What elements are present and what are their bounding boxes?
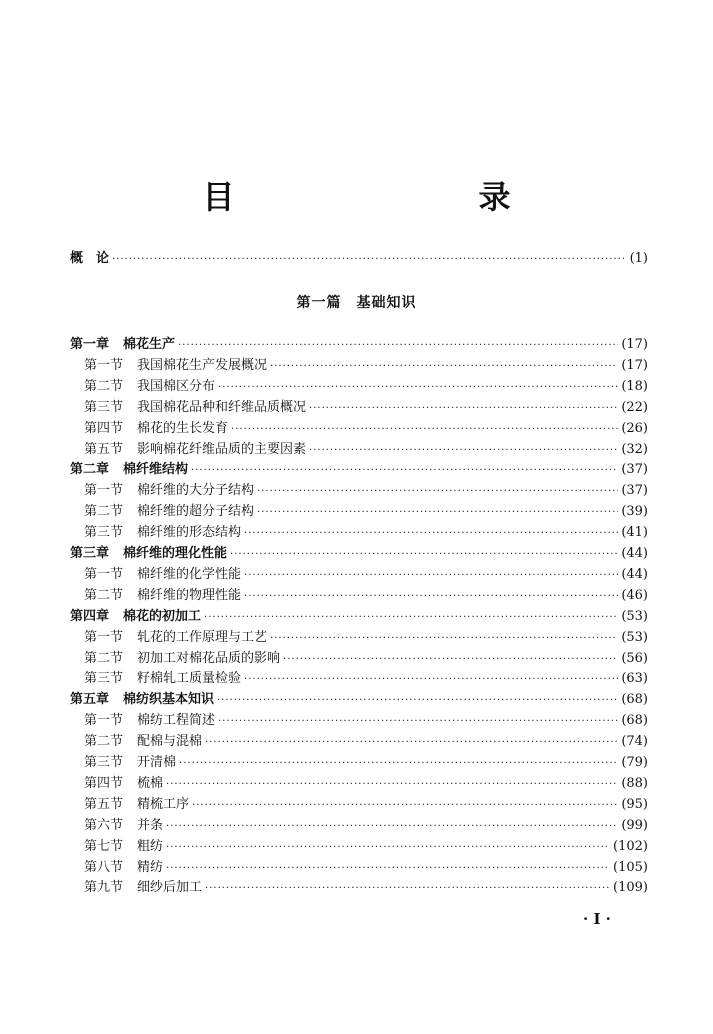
toc-chapter-row <box>70 461 648 479</box>
toc-chapter-row <box>70 608 648 626</box>
leader-dots <box>270 630 618 648</box>
toc-entry-page: (53) <box>621 630 648 645</box>
leader-dots <box>217 692 618 710</box>
toc-entry-number: 第七节 <box>84 839 124 854</box>
leader-dots <box>230 546 618 564</box>
toc-entry-title: 精梳工序 <box>137 797 190 812</box>
toc-entry-number: 第一节 <box>84 713 124 728</box>
toc-entry-page: (63) <box>621 671 648 686</box>
leader-dots <box>244 588 618 606</box>
toc-entry-page: (18) <box>621 379 648 394</box>
leader-dots <box>205 880 610 898</box>
toc-entry-number: 第二节 <box>84 588 124 603</box>
toc-entry-page: (105) <box>613 860 648 875</box>
leader-dots <box>205 734 618 752</box>
toc-section-row <box>84 566 648 584</box>
toc-entry-number: 第二节 <box>84 734 124 749</box>
toc-entry-title: 棉纤维的大分子结构 <box>137 483 255 498</box>
toc-section-row <box>84 838 648 856</box>
toc-section-row <box>84 420 648 438</box>
leader-dots <box>166 818 618 836</box>
leader-dots <box>179 755 618 773</box>
toc-entry-title: 粗纺 <box>137 839 164 854</box>
toc-entry-title: 细纱后加工 <box>137 880 203 895</box>
toc-entry-title: 棉花的初加工 <box>123 609 202 624</box>
toc-entry-page: (46) <box>621 588 648 603</box>
leader-dots <box>283 651 618 669</box>
toc-section-row <box>84 817 648 835</box>
toc-entry-page: (74) <box>621 734 648 749</box>
leader-dots <box>244 671 618 689</box>
leader-dots <box>309 442 618 460</box>
leader-dots <box>257 483 618 501</box>
toc-entry-number: 第五节 <box>84 797 124 812</box>
toc-entry-title: 我国棉花品种和纤维品质概况 <box>137 400 307 415</box>
toc-entry-number: 第三章 <box>70 546 110 561</box>
toc-entry-number: 第四节 <box>84 776 124 791</box>
leader-dots <box>112 251 627 269</box>
leader-dots <box>218 379 618 397</box>
toc-entry-page: (95) <box>621 797 648 812</box>
toc-section-row <box>84 859 648 877</box>
toc-chapter-row <box>70 691 648 709</box>
toc-entry-number: 第六节 <box>84 818 124 833</box>
toc-entry-page: (37) <box>621 483 648 498</box>
toc-entry-number: 第八节 <box>84 860 124 875</box>
leader-dots <box>166 860 610 878</box>
toc-entry-page: (37) <box>621 462 648 477</box>
toc-chapter-row <box>70 336 648 354</box>
toc-entry-title: 籽棉轧工质量检验 <box>137 671 242 686</box>
leader-dots <box>166 776 618 794</box>
toc-entry-number: 第一节 <box>84 630 124 645</box>
toc-entry-title: 梳棉 <box>137 776 164 791</box>
toc-entry-page: (22) <box>621 400 648 415</box>
toc-entry-page: (68) <box>621 713 648 728</box>
toc-entry-title: 棉花的生长发育 <box>137 421 229 436</box>
toc-entry-title: 初加工对棉花品质的影响 <box>137 651 281 666</box>
toc-entry-number: 第三节 <box>84 755 124 770</box>
leader-dots <box>309 400 618 418</box>
toc-entry-page: (99) <box>621 818 648 833</box>
toc-entry-number: 第二节 <box>84 651 124 666</box>
toc-entry-number: 第一节 <box>84 358 124 373</box>
leader-dots <box>204 609 618 627</box>
toc-entry-number: 第三节 <box>84 525 124 540</box>
toc-entry-title: 棉纤维的物理性能 <box>137 588 242 603</box>
toc-section-row <box>84 524 648 542</box>
toc-entry-page: (44) <box>621 546 648 561</box>
toc-entry-number: 第五节 <box>84 442 124 457</box>
toc-section-row <box>84 378 648 396</box>
leader-dots <box>257 504 618 522</box>
toc-entry-number: 第一章 <box>70 337 110 352</box>
leader-dots <box>231 421 618 439</box>
toc-entry-page: (79) <box>621 755 648 770</box>
toc-chapter-row <box>70 545 648 563</box>
toc-entry-title: 影响棉花纤维品质的主要因素 <box>137 442 307 457</box>
toc-section-row <box>84 796 648 814</box>
toc-entry-page: (17) <box>621 358 648 373</box>
toc-intro-label: 概 论 <box>70 251 110 266</box>
toc-section-row <box>84 879 648 897</box>
toc-entry-number: 第九节 <box>84 880 124 895</box>
toc-entry-number: 第一节 <box>84 483 124 498</box>
toc-entry-number: 第三节 <box>84 671 124 686</box>
leader-dots <box>166 839 610 857</box>
toc-entry-page: (88) <box>621 776 648 791</box>
toc-section-row <box>84 482 648 500</box>
page-folio: · I · <box>583 910 611 928</box>
toc-section-row <box>84 754 648 772</box>
toc-intro-row <box>70 250 648 268</box>
toc-entry-page: (26) <box>621 421 648 436</box>
toc-section-row <box>84 587 648 605</box>
toc-entry-title: 棉纺工程简述 <box>137 713 216 728</box>
toc-section-row <box>84 650 648 668</box>
toc-entry-number: 第二节 <box>84 379 124 394</box>
page-title: 目 录 <box>202 178 571 216</box>
toc-entry-page: (32) <box>621 442 648 457</box>
toc-entry-title: 棉纤维的超分子结构 <box>137 504 255 519</box>
toc-section-row <box>84 399 648 417</box>
toc-entry-page: (68) <box>621 692 648 707</box>
toc-entry-page: (44) <box>621 567 648 582</box>
toc-entry-number: 第四章 <box>70 609 110 624</box>
toc-entry-title: 精纺 <box>137 860 164 875</box>
toc-entry-page: (56) <box>621 651 648 666</box>
toc-section-row <box>84 670 648 688</box>
part-heading: 第一篇 基础知识 <box>296 295 417 311</box>
toc-entry-title: 开清棉 <box>137 755 177 770</box>
leader-dots <box>191 462 618 480</box>
leader-dots <box>192 797 618 815</box>
toc-entry-title: 棉花生产 <box>123 337 176 352</box>
toc-entry-page: (109) <box>613 880 648 895</box>
toc-entry-title: 我国棉区分布 <box>137 379 216 394</box>
toc-entry-page: (41) <box>621 525 648 540</box>
toc-entry-number: 第二章 <box>70 462 110 477</box>
toc-section-row <box>84 441 648 459</box>
leader-dots <box>178 337 618 355</box>
toc-entry-page: (53) <box>621 609 648 624</box>
toc-entry-page: (17) <box>621 337 648 352</box>
toc-entry-title: 棉纺织基本知识 <box>123 692 215 707</box>
leader-dots <box>218 713 618 731</box>
toc-section-row <box>84 629 648 647</box>
toc-entry-title: 棉纤维的理化性能 <box>123 546 228 561</box>
leader-dots <box>270 358 618 376</box>
toc-entry-page: (102) <box>613 839 648 854</box>
toc-entry-number: 第二节 <box>84 504 124 519</box>
toc-section-row <box>84 712 648 730</box>
toc-entry-title: 轧花的工作原理与工艺 <box>137 630 268 645</box>
toc-entry-title: 棉纤维结构 <box>123 462 189 477</box>
toc-section-row <box>84 357 648 375</box>
toc-entry-page: (39) <box>621 504 648 519</box>
toc-section-row <box>84 503 648 521</box>
toc-entry-number: 第四节 <box>84 421 124 436</box>
toc-entry-title: 配棉与混棉 <box>137 734 203 749</box>
toc-entry-number: 第一节 <box>84 567 124 582</box>
leader-dots <box>244 525 618 543</box>
toc-entry-title: 棉纤维的形态结构 <box>137 525 242 540</box>
toc-section-row <box>84 733 648 751</box>
toc-section-row <box>84 775 648 793</box>
toc-entry-title: 并条 <box>137 818 164 833</box>
toc-entry-title: 我国棉花生产发展概况 <box>137 358 268 373</box>
toc-entry-title: 棉纤维的化学性能 <box>137 567 242 582</box>
toc-entry-number: 第三节 <box>84 400 124 415</box>
toc-entry-number: 第五章 <box>70 692 110 707</box>
toc-intro-page: (1) <box>629 251 648 266</box>
leader-dots <box>244 567 618 585</box>
